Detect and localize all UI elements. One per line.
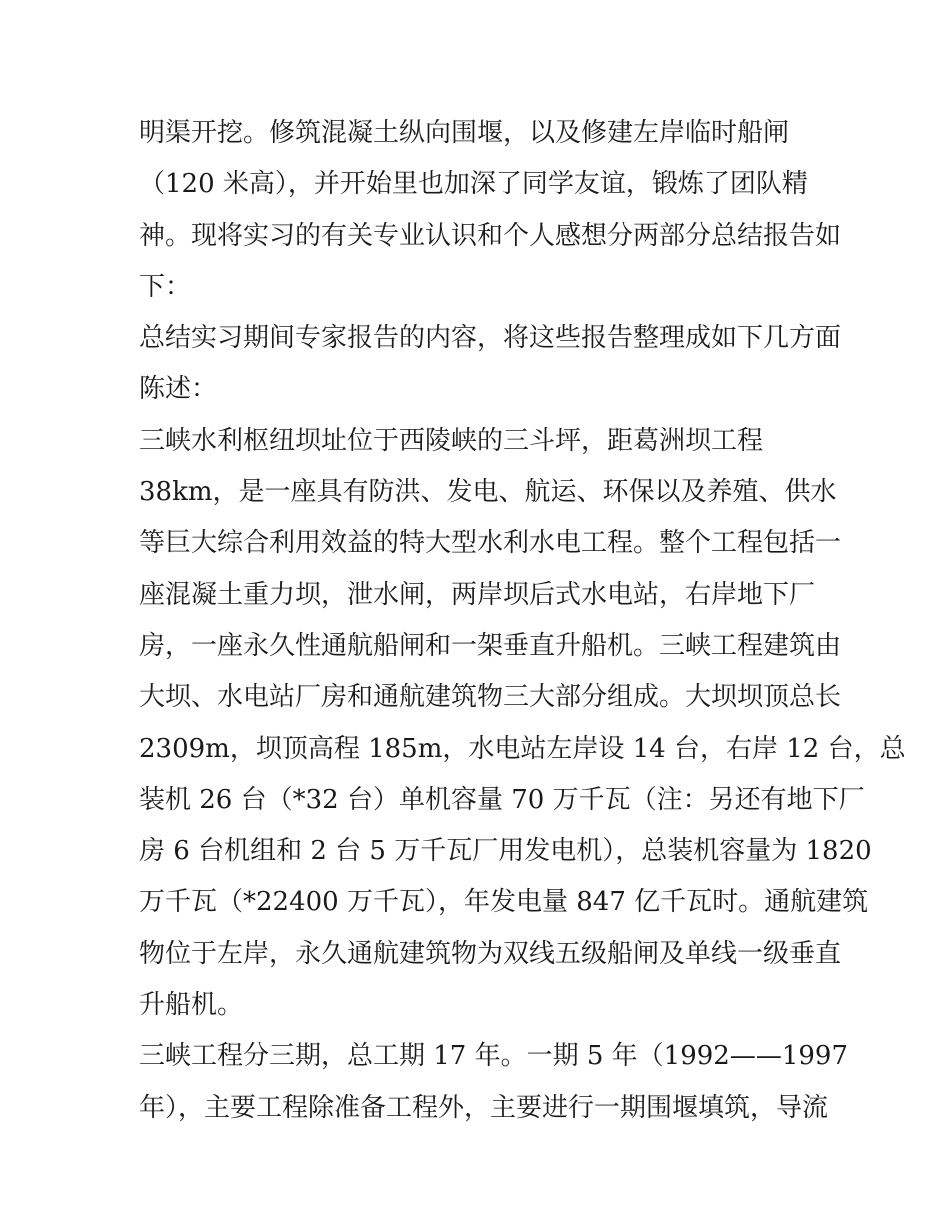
text-line: 三峡水利枢纽坝址位于西陵峡的三斗坪，距葛洲坝工程 xyxy=(139,425,764,456)
text-line: 38km，是一座具有防洪、发电、航运、环保以及养殖、供水 xyxy=(139,477,837,508)
text-line: 三峡工程分三期，总工期 17 年。一期 5 年（1992——1997 xyxy=(139,1041,849,1072)
text-line: 陈述： xyxy=(139,374,218,405)
text-line: 房，一座永久性通航船闸和一架垂直升船机。三峡工程建筑由 xyxy=(139,630,842,661)
text-line: 座混凝土重力坝，泄水闸，两岸坝后式水电站，右岸地下厂 xyxy=(139,579,816,610)
text-line: 总结实习期间专家报告的内容，将这些报告整理成如下几方面 xyxy=(139,323,842,354)
text-line: 升船机。 xyxy=(139,990,244,1021)
text-line: （120 米高），并开始里也加深了同学友谊，锻炼了团队精 xyxy=(139,169,808,200)
text-line: 神。现将实习的有关专业认识和个人感想分两部分总结报告如 xyxy=(139,220,842,251)
text-line: 明渠开挖。修筑混凝土纵向围堰，以及修建左岸临时船闸 xyxy=(139,118,790,148)
text-line: 万千瓦（*22400 万千瓦），年发电量 847 亿千瓦时。通航建筑 xyxy=(139,887,869,918)
text-line: 大坝、水电站厂房和通航建筑物三大部分组成。大坝坝顶总长 xyxy=(139,682,842,713)
text-line: 2309m，坝顶高程 185m，水电站左岸设 14 台，右岸 12 台，总 xyxy=(139,733,906,764)
text-line: 装机 26 台（*32 台）单机容量 70 万千瓦（注：另还有地下厂 xyxy=(139,784,865,815)
text-line: 下： xyxy=(139,271,192,302)
text-line: 年），主要工程除准备工程外，主要进行一期围堰填筑，导流 xyxy=(139,1092,829,1123)
text-line: 物位于左岸，永久通航建筑物为双线五级船闸及单线一级垂直 xyxy=(139,938,842,969)
text-line: 等巨大综合利用效益的特大型水利水电工程。整个工程包括一 xyxy=(139,528,842,559)
body-text xyxy=(139,108,906,1134)
text-line: 房 6 台机组和 2 台 5 万千瓦厂用发电机），总装机容量为 1820 xyxy=(139,836,872,867)
